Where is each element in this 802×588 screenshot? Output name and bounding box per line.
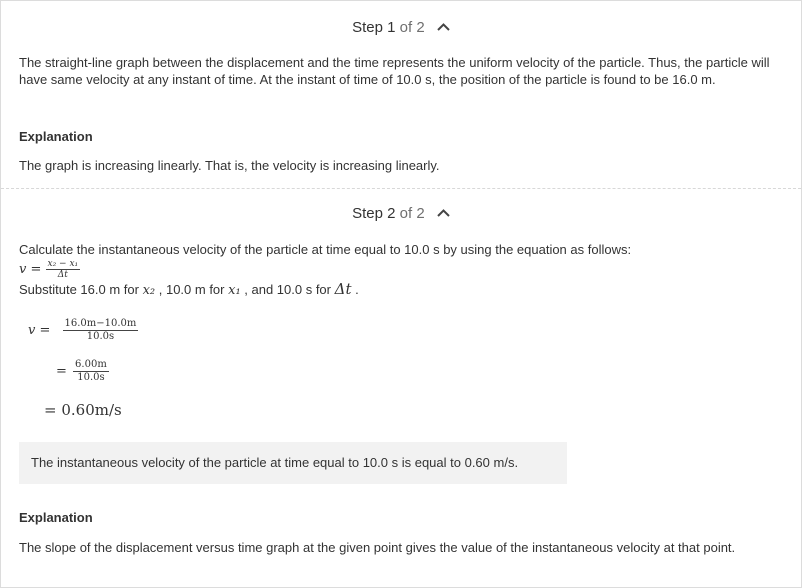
step-divider <box>1 188 801 189</box>
step-1-explanation: The graph is increasing linearly. That is, the velocity is increasing linearly. <box>19 158 440 173</box>
substitute-text-d: . <box>351 282 359 297</box>
step-2-intro: Calculate the instantaneous velocity of the particle at time equal to 10.0 s by using the equation as follows: <box>19 242 632 257</box>
calc-line-3: = 0.60m/s <box>44 401 122 419</box>
step-1-number: 1 <box>387 19 396 36</box>
symbol-x2: x₂ <box>142 283 156 298</box>
calc-line-1 <box>28 318 138 343</box>
step-2-explanation: The slope of the displacement versus time graph at the given point gives the value of the instantaneous velocity at that point. <box>19 540 736 555</box>
step-1-explanation-label: Explanation <box>19 129 93 144</box>
step-2-explanation-label: Explanation <box>19 510 93 525</box>
calc-fraction-2 <box>73 359 109 384</box>
chevron-up-icon[interactable] <box>437 23 450 31</box>
step-1-header[interactable] <box>1 19 801 36</box>
calc-lhs: v = <box>28 323 51 338</box>
symbol-x1: x₁ <box>228 283 241 298</box>
calc-denominator-2: 10.0s <box>77 372 105 383</box>
result-text: The instantaneous velocity of the particle at time equal to 10.0 s is equal to 0.60 m/s. <box>31 455 519 470</box>
formula-denominator: Δt <box>57 270 68 280</box>
chevron-up-icon[interactable] <box>437 209 450 217</box>
velocity-formula <box>19 259 80 280</box>
substitute-text-b: , 10.0 m for <box>155 282 229 297</box>
step-2-prefix: Step <box>352 205 388 222</box>
step-2-total: of 2 <box>395 205 425 222</box>
formula-fraction <box>46 259 81 280</box>
calc-numerator-1: 16.0m−10.0m <box>64 318 137 329</box>
step-2-number: 2 <box>387 205 396 222</box>
calc-denominator-1: 10.0s <box>86 331 115 342</box>
substitute-line <box>19 281 779 299</box>
substitute-text-c: , and 10.0 s for <box>240 282 335 297</box>
formula-numerator: x₂ − x₁ <box>47 259 79 269</box>
formula-lhs: v = <box>19 262 42 277</box>
calc-fraction-1 <box>63 318 139 343</box>
symbol-delta-t: Δt <box>334 280 352 298</box>
step-1-prefix: Step <box>352 19 388 36</box>
result-box <box>19 442 567 484</box>
calc-equals-2: = <box>56 364 67 379</box>
calc-line-2 <box>56 359 109 384</box>
calc-numerator-2: 6.00m <box>75 359 107 370</box>
substitute-text-a: Substitute 16.0 m for <box>19 282 143 297</box>
step-2-header[interactable] <box>1 205 801 222</box>
step-1-body: The straight-line graph between the displacement and the time represents the uniform velocity of the particle. Thus, the particle will have same velocity at any instant of time. At the instant of time of 10.0 s, the position of the particle is found to be 16.0 m. <box>19 55 770 87</box>
step-1-total: of 2 <box>395 19 425 36</box>
